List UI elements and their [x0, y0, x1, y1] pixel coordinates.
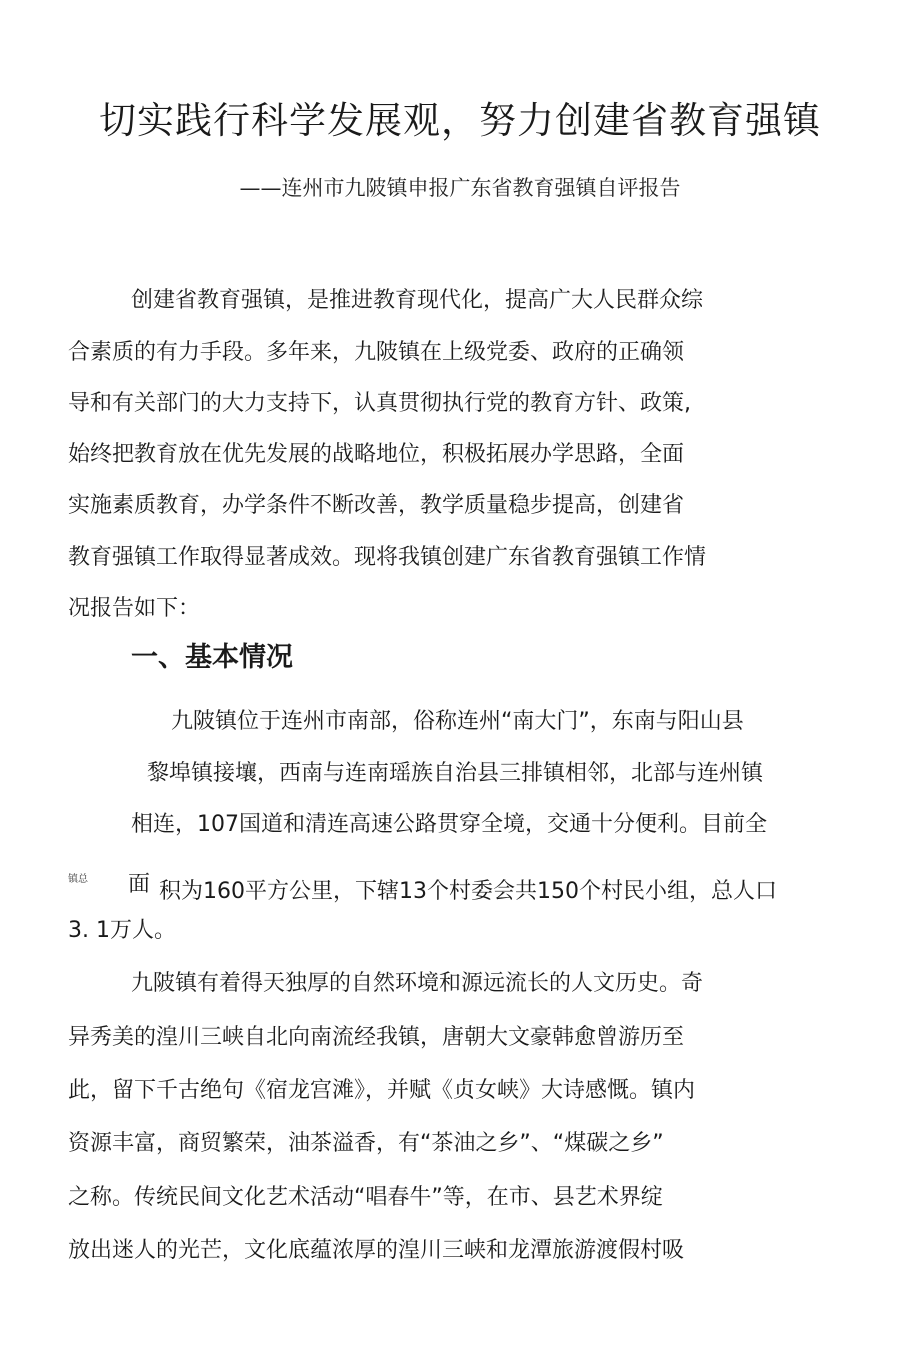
para2-line: 异秀美的湟川三峡自北向南流经我镇，唐朝大文豪韩愈曾游历至 [68, 1025, 685, 1050]
intro-line: 始终把教育放在优先发展的战略地位，积极拓展办学思路，全面 [68, 442, 685, 467]
section-heading: 一、基本情况 [131, 642, 293, 673]
intro-line: 教育强镇工作取得显著成效。现将我镇创建广东省教育强镇工作情 [68, 545, 707, 570]
section-line: 黎埠镇接壤，西南与连南瑶族自治县三排镇相邻，北部与连州镇 [147, 761, 764, 786]
intro-line: 实施素质教育，办学条件不断改善，教学质量稳步提高，创建省 [68, 493, 685, 518]
document-title: 切实践行科学发展观，努力创建省教育强镇 [99, 99, 821, 142]
section-line: 九陂镇位于连州市南部，俗称连州“南大门”，东南与阳山县 [171, 709, 744, 734]
para2-line: 此，留下千古绝句《宿龙宫滩》，并赋《贞女峡》大诗感慨。镇内 [68, 1078, 696, 1103]
side-mark: 面 [128, 872, 151, 897]
section-line: 相连，107国道和清连高速公路贯穿全境，交通十分便利。目前全 [131, 812, 767, 837]
para2-line: 放出迷人的光芒，文化底蕴浓厚的湟川三峡和龙潭旅游渡假村吸 [68, 1238, 685, 1263]
para2-line: 九陂镇有着得天独厚的自然环境和源远流长的人文历史。奇 [131, 971, 704, 996]
para2-line: 资源丰富，商贸繁荣，油茶溢香，有“茶油之乡”、“煤碳之乡” [68, 1131, 664, 1156]
side-note: 镇总 [68, 874, 88, 885]
document-subtitle: ——连州市九陂镇申报广东省教育强镇自评报告 [239, 176, 681, 200]
population-line: 3. 1万人。 [68, 918, 176, 943]
intro-line: 创建省教育强镇，是推进教育现代化，提高广大人民群众综 [131, 288, 704, 313]
intro-line: 合素质的有力手段。多年来，九陂镇在上级党委、政府的正确领 [68, 340, 685, 365]
intro-line: 导和有关部门的大力支持下，认真贯彻执行党的教育方针、政策, [68, 391, 691, 416]
intro-line: 况报告如下： [68, 596, 201, 621]
area-line: 积为160平方公里，下辖13个村委会共150个村民小组，总人口 [159, 879, 777, 904]
para2-line: 之称。传统民间文化艺术活动“唱春牛”等，在市、县艺术界绽 [68, 1185, 663, 1210]
